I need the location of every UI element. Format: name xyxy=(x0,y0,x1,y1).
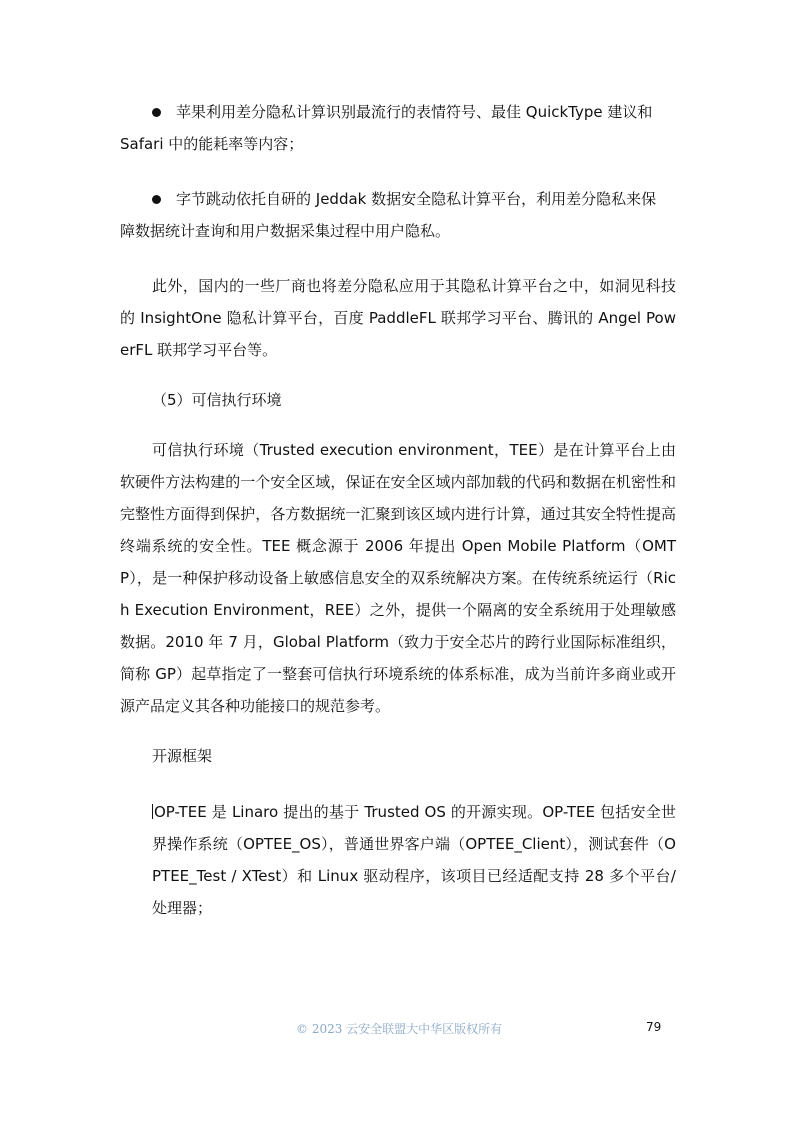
page-number: 79 xyxy=(646,1020,662,1034)
paragraph-tee: 可信执行环境（Trusted execution environment，TEE）是在计算平台上由软硬件方法构建的一个安全区域，保证在安全区域内部加载的代码和数据在机密性和完整性方面得到保护，各方数据统一汇聚到该区域内进行计算，通过其安全特性提高终端系统的安全性。TEE 概念源于 2006 年提出 Open Mobile Platform（OMTP），是一种保护移动设备上敏感信息安全的双系统解决方案。在传统系统运行（Rich Execution Environment，REE）之外，提供一个隔离的安全系统用于处理敏感数据。2010 年 7 月，Global Platform（致力于安全芯片的跨行业国际标准组织，简称 GP）起草指定了一整套可信执行环境系统的体系标准，成为当前许多商业或开源产品定义其各种功能接口的规范参考。 xyxy=(120,441,676,715)
bullet-text-line2: Safari 中的能耗率等内容； xyxy=(120,135,304,153)
bullet-text-line2: 障数据统计查询和用户数据采集过程中用户隐私。 xyxy=(120,222,451,240)
bullet-text-line1: 苹果利用差分隐私计算识别最流行的表情符号、最佳 QuickType 建议和 xyxy=(176,103,653,121)
text-cursor-icon xyxy=(152,804,153,819)
section-heading-open-source: 开源框架 xyxy=(152,747,213,765)
bullet-item-bytedance xyxy=(120,183,676,247)
page-footer xyxy=(0,1020,793,1040)
bullet-dot-icon xyxy=(152,108,161,117)
bullet-dot-icon xyxy=(152,195,161,204)
bullet-text-line1: 字节跳动依托自研的 Jeddak 数据安全隐私计算平台，利用差分隐私来保 xyxy=(176,190,657,208)
bullet-item-apple xyxy=(120,96,676,160)
paragraph-optee xyxy=(120,796,676,924)
footer-copyright: © 2023 云安全联盟大中华区版权所有 xyxy=(296,1022,503,1036)
paragraph-optee-text: OP-TEE 是 Linaro 提出的基于 Trusted OS 的开源实现。OP-TEE 包括安全世界操作系统（OPTEE_OS），普通世界客户端（OPTEE_Client），测试套件（OPTEE_Test / XTest）和 Linux 驱动程序，该项目已经适配支持 28 多个平台/处理器； xyxy=(152,803,676,917)
section-heading-tee: （5）可信执行环境 xyxy=(152,391,282,409)
paragraph-domestic-vendors: 此外，国内的一些厂商也将差分隐私应用于其隐私计算平台之中，如洞见科技的 InsightOne 隐私计算平台，百度 PaddleFL 联邦学习平台、腾讯的 Angel PowerFL 联邦学习平台等。 xyxy=(120,277,676,359)
document-body xyxy=(120,96,676,924)
